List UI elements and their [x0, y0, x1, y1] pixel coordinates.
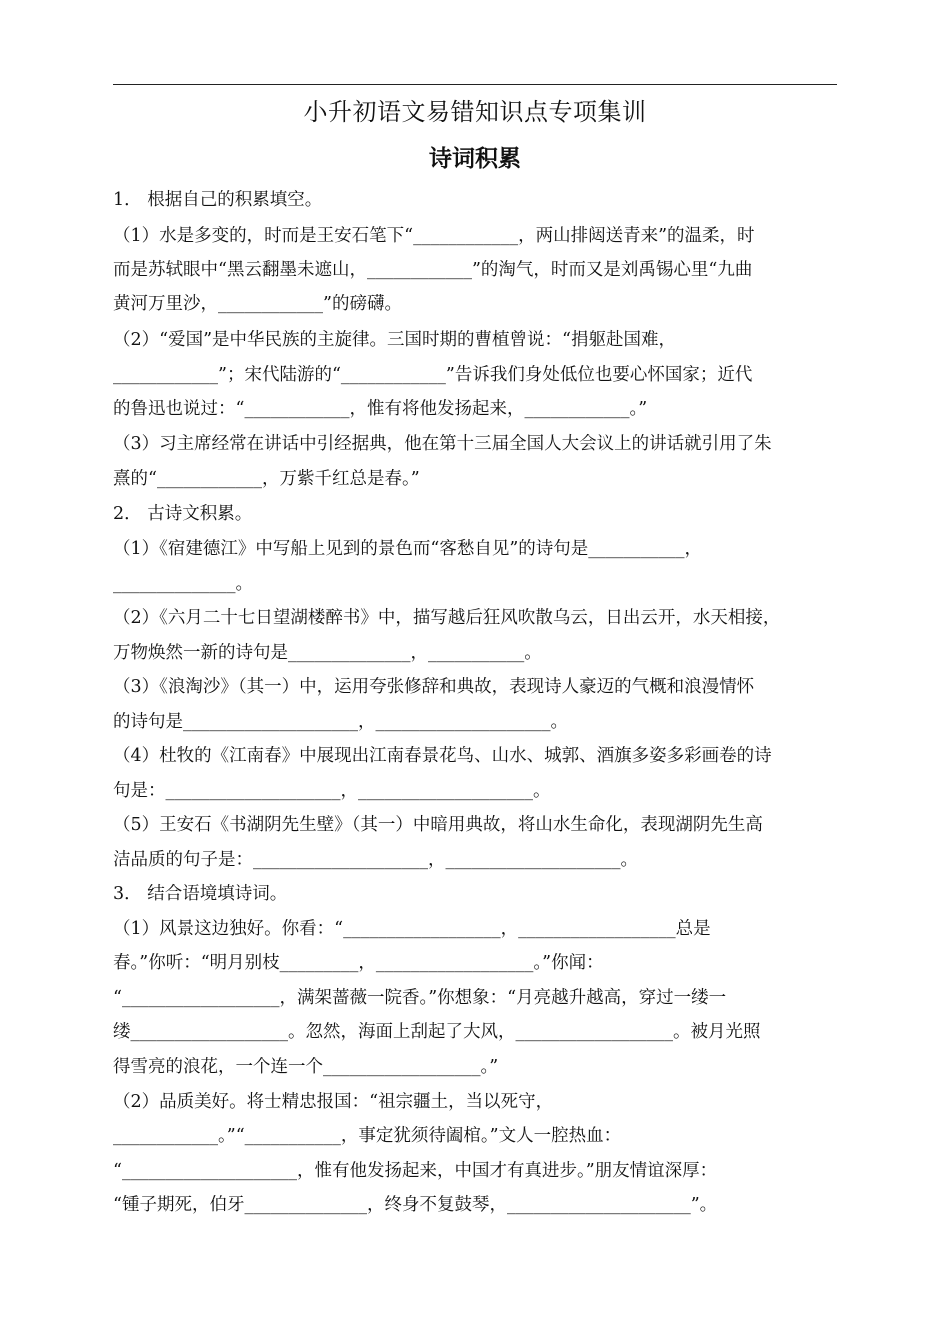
question-3-1-line-5: 得雪亮的浪花，一个连一个__________________。”	[113, 1057, 499, 1077]
question-3-2-line-4: “锺子期死，伯牙______________，终身不复鼓琴，_____________________”。	[113, 1195, 718, 1215]
section-title: 诗词积累	[429, 146, 521, 172]
question-1-heading: 1． 根据自己的积累填空。	[113, 190, 323, 210]
question-3-1-line-3: “__________________，满架蔷薇一院香。”你想象：“月亮越升越高，穿过一缕一	[113, 988, 727, 1008]
question-2-2-line-1: （2）《六月二十七日望湖楼醉书》中，描写越后狂风吹散乌云，日出云开，水天相接，	[113, 608, 781, 628]
question-1-3-line-2: 熹的“____________，万紫千红总是春。”	[113, 469, 420, 489]
question-2-3-line-1: （3）《浪淘沙》（其一）中，运用夸张修辞和典故，表现诗人豪迈的气概和浪漫情怀	[113, 677, 755, 697]
question-3-1-line-4: 缕__________________。忽然，海面上刮起了大风，__________________。被月光照	[113, 1022, 761, 1042]
question-1-2-line-2: ____________”；宋代陆游的“____________”告诉我们身处低位也要心怀国家；近代	[113, 365, 753, 385]
question-2-5-line-2: 洁品质的句子是：____________________，____________________。	[113, 850, 638, 870]
question-3-1-line-2: 春。”你听：“明月别枝_________，__________________。”你闻：	[113, 953, 604, 973]
question-1-2-line-3: 的鲁迅也说过：“____________，惟有将他发扬起来，____________。”	[113, 399, 648, 419]
header-rule	[113, 84, 837, 85]
question-3-heading: 3． 结合语境填诗词。	[113, 884, 288, 904]
question-1-1-line-1: （1）水是多变的，时而是王安石笔下“____________，两山排闼送青来”的温柔，时	[113, 226, 755, 246]
question-2-3-line-2: 的诗句是____________________，____________________。	[113, 712, 568, 732]
page-title: 小升初语文易错知识点专项集训	[303, 98, 647, 126]
question-2-5-line-1: （5）王安石《书湖阴先生壁》（其一）中暗用典故，将山水生命化，表现湖阴先生高	[113, 815, 763, 835]
question-2-4-line-1: （4）杜牧的《江南春》中展现出江南春景花鸟、山水、城郭、酒旗多姿多彩画卷的诗	[113, 746, 772, 766]
question-2-1-line-1: （1）《宿建德江》中写船上见到的景色而“客愁自见”的诗句是___________，	[113, 539, 703, 559]
question-3-2-line-3: “____________________，惟有他发扬起来，中国才有真进步。”朋友情谊深厚：	[113, 1161, 718, 1181]
question-3-2-line-2: ____________。”“___________，事定犹须待阖棺。”文人一腔热血：	[113, 1126, 622, 1146]
question-3-2-line-1: （2）品质美好。将士精忠报国：“祖宗疆土，当以死守，	[113, 1092, 554, 1112]
question-3-1-line-1: （1）风景这边独好。你看：“__________________，__________________总是	[113, 919, 711, 939]
question-1-3-line-1: （3）习主席经常在讲话中引经据典，他在第十三届全国人大会议上的讲话就引用了朱	[113, 434, 772, 454]
question-2-2-line-2: 万物焕然一新的诗句是______________，___________。	[113, 643, 542, 663]
question-1-1-line-3: 黄河万里沙，____________”的磅礴。	[113, 294, 402, 314]
question-1-2-line-1: （2）“爱国”是中华民族的主旋律。三国时期的曹植曾说：“捐躯赴国难，	[113, 330, 676, 350]
question-1-1-line-2: 而是苏轼眼中“黑云翻墨未遮山，____________”的淘气，时而又是刘禹锡心里“九曲	[113, 260, 753, 280]
question-2-heading: 2． 古诗文积累。	[113, 504, 253, 524]
question-2-1-line-2: ______________。	[113, 574, 253, 594]
question-2-4-line-2: 句是：____________________，____________________。	[113, 781, 551, 801]
